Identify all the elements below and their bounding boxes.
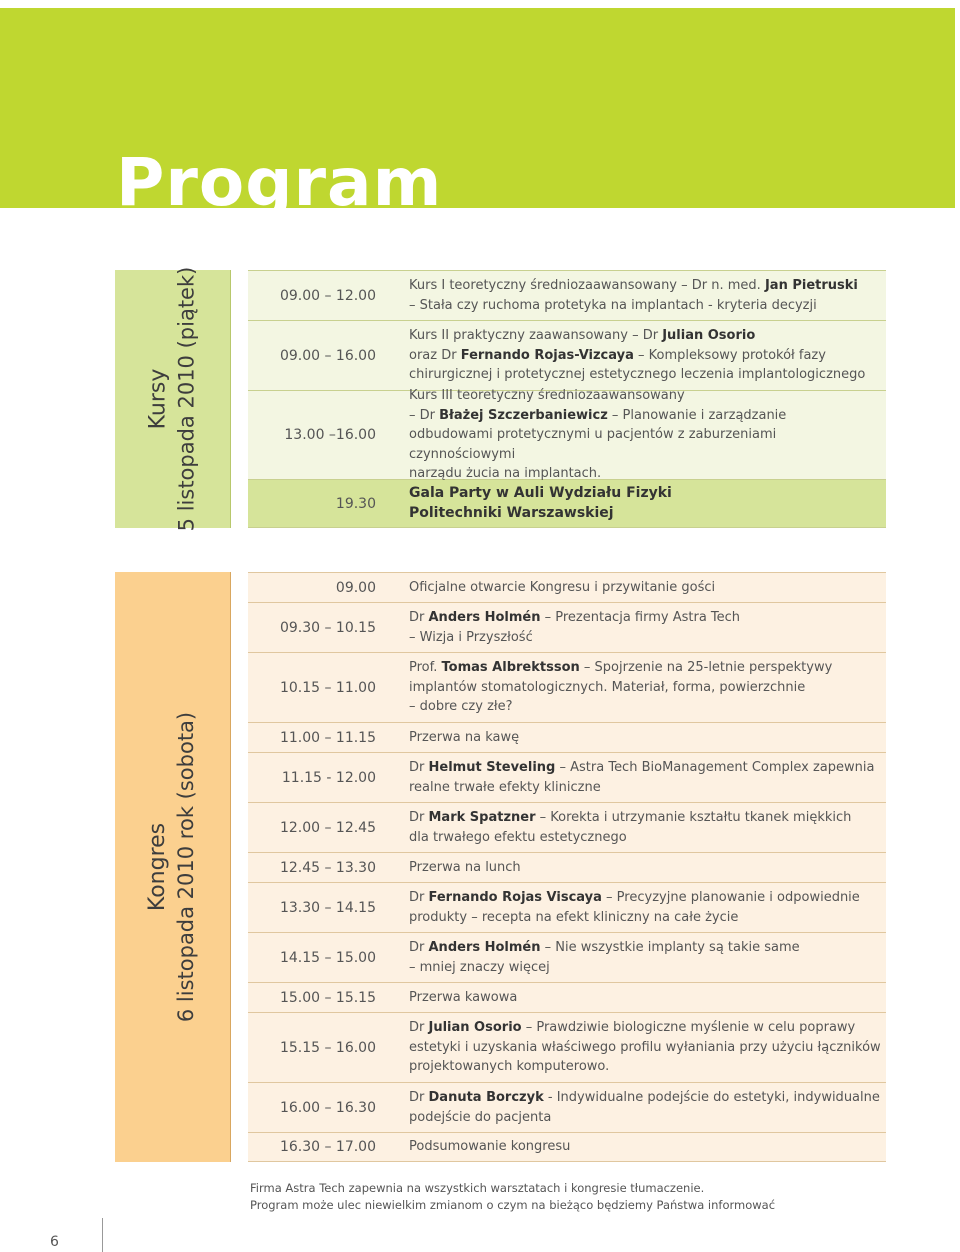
row-description: Gala Party w Auli Wydziału Fizyki Politechniki Warszawskiej bbox=[409, 484, 672, 521]
kursy-sidebar bbox=[115, 266, 231, 532]
kongres-schedule bbox=[248, 572, 886, 1162]
schedule-row-break bbox=[248, 982, 886, 1012]
row-description: Przerwa na lunch bbox=[409, 859, 521, 875]
schedule-row bbox=[248, 270, 886, 320]
row-description: Kurs III teoretyczny średniozaawansowany – Dr Błażej Szczerbaniewicz – Planowanie i zarządzanie odbudowami protetycznymi u pacjentów z zaburzeniami czynnościowymi narządu żucia na implantach. bbox=[409, 388, 787, 482]
row-description: Kurs I teoretyczny średniozaawansowany – Dr n. med. Jan Pietruski – Stała czy ruchoma protetyka na implantach - kryteria decyzji bbox=[409, 277, 858, 313]
row-time: 11.15 - 12.00 bbox=[281, 769, 376, 786]
row-time: 09.00 bbox=[335, 579, 376, 596]
row-description: Dr Fernando Rojas Viscaya – Precyzyjne planowanie i odpowiednie produkty – recepta na efekt kliniczny na całe życie bbox=[409, 889, 860, 925]
row-description: Dr Julian Osorio – Prawdziwie biologiczne myślenie w celu poprawy estetyki i uzyskania właściwego profilu wyłaniania przy użyciu łączników projektowanych komputerowo. bbox=[409, 1020, 881, 1075]
schedule-row bbox=[248, 388, 886, 482]
kursy-schedule bbox=[248, 270, 886, 528]
row-description: Dr Helmut Steveling – Astra Tech BioManagement Complex zapewnia realne trwałe efekty kliniczne bbox=[409, 759, 875, 795]
header-banner bbox=[0, 8, 955, 221]
row-time: 19.30 bbox=[335, 495, 376, 512]
row-description: Dr Danuta Borczyk - Indywidualne podejście do estetyki, indywidualne podejście do pacjenta bbox=[409, 1089, 880, 1125]
row-time: 11.00 – 11.15 bbox=[279, 729, 376, 746]
row-description: Dr Mark Spatzner – Korekta i utrzymanie kształtu tkanek miękkich dla trwałego efektu estetycznego bbox=[409, 809, 852, 845]
kursy-title: Kursy bbox=[145, 368, 171, 430]
footer-note bbox=[250, 1180, 775, 1214]
schedule-row bbox=[248, 320, 886, 390]
schedule-row bbox=[248, 802, 886, 852]
footer-note-translation: Firma Astra Tech zapewnia na wszystkich warsztatach i kongresie tłumaczenie. bbox=[250, 1181, 705, 1195]
row-description: Przerwa kawowa bbox=[409, 989, 518, 1005]
schedule-row-break bbox=[248, 722, 886, 752]
row-description: Kurs II praktyczny zaawansowany – Dr Julian Osorio oraz Dr Fernando Rojas-Vizcaya – Kompleksowy protokół fazy chirurgicznej i protetycznej estetycznego leczenia implantologicznego bbox=[409, 328, 866, 383]
schedule-row-gala bbox=[248, 479, 886, 528]
schedule-row bbox=[248, 572, 886, 602]
footer-note-changes: Program może ulec niewielkim zmianom o czym na bieżąco będziemy Państwa informować bbox=[250, 1198, 776, 1212]
schedule-row bbox=[248, 602, 886, 652]
schedule-row bbox=[248, 752, 886, 802]
row-time: 10.15 – 11.00 bbox=[279, 679, 376, 696]
kongres-title: Kongres bbox=[145, 822, 171, 912]
row-time: 12.00 – 12.45 bbox=[279, 819, 376, 836]
row-description: Podsumowanie kongresu bbox=[409, 1139, 571, 1155]
page-divider bbox=[102, 1218, 103, 1252]
kongres-sidebar bbox=[115, 572, 231, 1162]
schedule-row bbox=[248, 652, 886, 722]
kongres-date: 6 listopada 2010 rok (sobota) bbox=[174, 711, 199, 1023]
kursy-date: 5 listopada 2010 (piątek) bbox=[174, 266, 199, 532]
page-title: Program bbox=[116, 144, 443, 221]
row-time: 14.15 – 15.00 bbox=[279, 949, 376, 966]
row-time: 13.30 – 14.15 bbox=[279, 899, 376, 916]
schedule-row bbox=[248, 1012, 886, 1082]
schedule-row-break bbox=[248, 852, 886, 882]
schedule-row bbox=[248, 932, 886, 982]
row-description: Dr Anders Holmén – Prezentacja firmy Astra Tech – Wizja i Przyszłość bbox=[409, 609, 741, 645]
row-time: 16.30 – 17.00 bbox=[279, 1139, 376, 1155]
row-time: 09.00 – 16.00 bbox=[279, 347, 376, 364]
row-time: 13.00 –16.00 bbox=[284, 427, 376, 443]
row-time: 15.15 – 16.00 bbox=[279, 1039, 376, 1056]
schedule-row bbox=[248, 1082, 886, 1132]
row-description: Przerwa na kawę bbox=[409, 729, 520, 745]
row-time: 09.30 – 10.15 bbox=[279, 619, 376, 636]
schedule-row bbox=[248, 882, 886, 932]
row-description: Oficjalne otwarcie Kongresu i przywitanie gości bbox=[409, 579, 716, 595]
row-time: 16.00 – 16.30 bbox=[279, 1099, 376, 1116]
row-time: 09.00 – 12.00 bbox=[279, 287, 376, 304]
row-time: 15.00 – 15.15 bbox=[279, 989, 376, 1006]
row-description: Prof. Tomas Albrektsson – Spojrzenie na 25-letnie perspektywy implantów stomatologicznych. Materiał, forma, powierzchnie – dobre czy złe? bbox=[409, 660, 833, 715]
row-description: Dr Anders Holmén – Nie wszystkie implanty są takie same – mniej znaczy więcej bbox=[409, 939, 800, 975]
schedule-row bbox=[248, 1132, 886, 1162]
row-time: 12.45 – 13.30 bbox=[279, 859, 376, 876]
page-number: 6 bbox=[50, 1234, 59, 1250]
